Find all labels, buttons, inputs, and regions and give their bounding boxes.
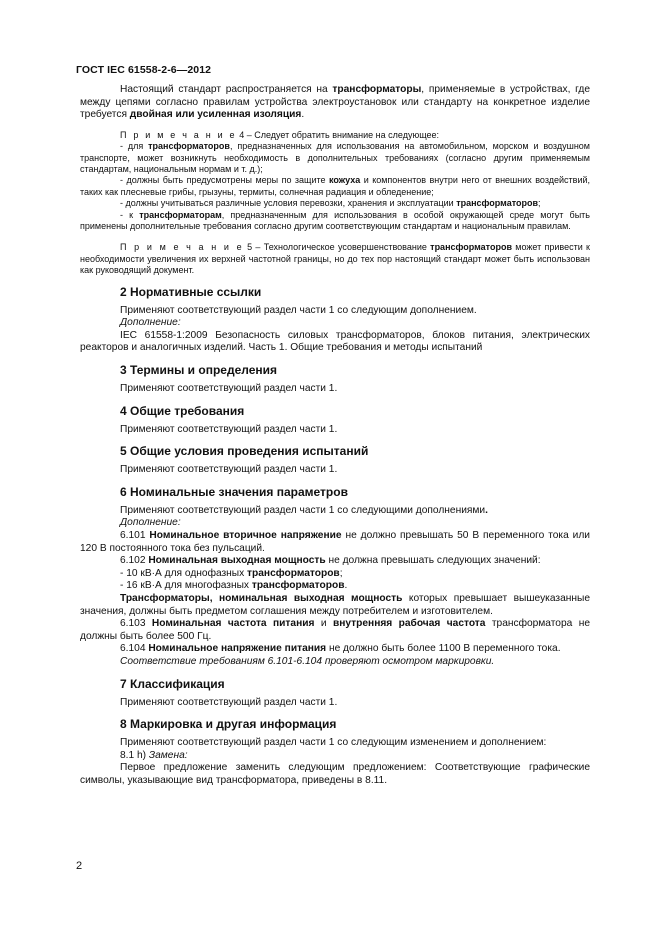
section-8-text: Применяют соответствующий раздел части 1 со следующим изменением и дополнением: [120,737,547,749]
clause-6-101: 6.101 Номинальное вторичное напряжение не должно превышать 50 В переменного тока или 120 В постоянного тока без пульсаций. [80,530,590,554]
note-4-item: - должны быть предусмотрены меры по защите кожуха и компонентов внутри него от внешних воздействий, таких как плесневые грибы, грызуны, термиты, солнечная радиация и обледенение; [80,175,590,197]
note-4-item: - к трансформаторам, предназначенным для использования в особой окружающей среде могут быть применены дополнительные требования согласно другим соответствующим стандартам и национальным правилам. [80,209,590,232]
document-body [80,84,590,788]
section-7-heading: 7 Классификация [120,676,225,691]
section-2-addition-label: Дополнение: [120,317,181,329]
list-item: - 10 кВ·А для однофазных трансформаторов; [120,567,343,579]
clause-8-1-h: 8.1 h) Замена: [120,749,188,761]
section-8-heading: 8 Маркировка и другая информация [120,717,337,732]
section-5-text: Применяют соответствующий раздел части 1. [120,464,338,476]
clause-6-102: 6.102 Номинальная выходная мощность не должна превышать следующих значений: [120,555,541,567]
note-4: П р и м е ч а н и е 4 – Следует обратить внимание на следующее: - для трансформаторов, предназначенных для использования на автомобильном, морском и воздушном транспорте, может возникнуть необходимость в дополнительных требованиях (согласно другим применяемым стандартам, национальным нормам и т. д.); - должны быть предусмотрены меры по защите кожуха и компонентов внутри него от внешних воздействий, таких как плесневые грибы, грызуны, термиты, солнечная радиация и обледенение; - должны учитываться различные условия перевозки, хранения и эксплуатации трансформаторов; - к трансформаторам, предназначенным для использования в особой окружающей среде могут быть применены дополнительные требования согласно другим соответствующим стандартам и национальным правилам. [80,129,590,232]
section-6-text: Применяют соответствующий раздел части 1 со следующими дополнениями. [120,504,488,516]
section-3-text: Применяют соответствующий раздел части 1. [120,383,338,395]
page-number: 2 [76,860,83,872]
clause-6-103: 6.103 Номинальная частота питания и внутренняя рабочая частота трансформатора не должны быть более 500 Гц. [80,618,590,642]
section-7-text: Применяют соответствующий раздел части 1. [120,696,338,708]
list-item: - 16 кВ·А для многофазных трансформаторов. [120,580,348,592]
clause-6-104: 6.104 Номинальное напряжение питания не должно быть более 1100 В переменного тока. [120,643,561,655]
section-2-reference: IEC 61558-1:2009 Безопасность силовых трансформаторов, блоков питания, электрических реакторов и аналогичных изделий. Часть 1. Общие требования и методы испытаний [80,329,590,354]
section-6-heading: 6 Номинальные значения параметров [120,484,348,499]
section-2-heading: 2 Нормативные ссылки [120,284,262,299]
section-3-heading: 3 Термины и определения [120,363,278,378]
note-4-item: - должны учитываться различные условия перевозки, хранения и эксплуатации трансформаторов; [120,198,541,209]
compliance-note: Соответствие требованиям 6.101-6.104 проверяют осмотром маркировки. [120,655,495,667]
note-4-item: - для трансформаторов, предназначенных для использования на автомобильном, морском и воздушном транспорте, может возникнуть необходимость в дополнительных требованиях (согласно другим применяемым стандартам, национальным нормам и т. д.); [80,141,590,174]
section-4-text: Применяют соответствующий раздел части 1. [120,423,338,435]
section-2-text: Применяют соответствующий раздел части 1 со следующим дополнением. [120,304,477,316]
section-4-heading: 4 Общие требования [120,403,245,418]
intro-paragraph: Настоящий стандарт распространяется на трансформаторы, применяемые в устройствах, где между цепями согласно правилам устройства электроустановок или стандарту на конкретное изделие требуется двойная или усиленная изоляция. [80,84,590,121]
document-header: ГОСТ IEC 61558-2-6—2012 [76,64,212,76]
section-6-addition-label: Дополнение: [120,517,181,529]
section-5-heading: 5 Общие условия проведения испытаний [120,444,369,459]
section-6-paragraph: Трансформаторы, номинальная выходная мощность которых превышает вышеуказанные значения, должны быть предметом соглашения между потребителем и изготовителем. [80,592,590,617]
note-5: П р и м е ч а н и е 5 – Технологическое усовершенствование трансформаторов может привести к необходимости увеличения их верхней частотной границы, но до тех пор настоящий стандарт может быть использован как руководящий документ. [80,242,590,276]
section-8-replacement: Первое предложение заменить следующим предложением: Соответствующие графические символы, указывающие вид трансформатора, приведены в 8.11. [80,762,590,786]
